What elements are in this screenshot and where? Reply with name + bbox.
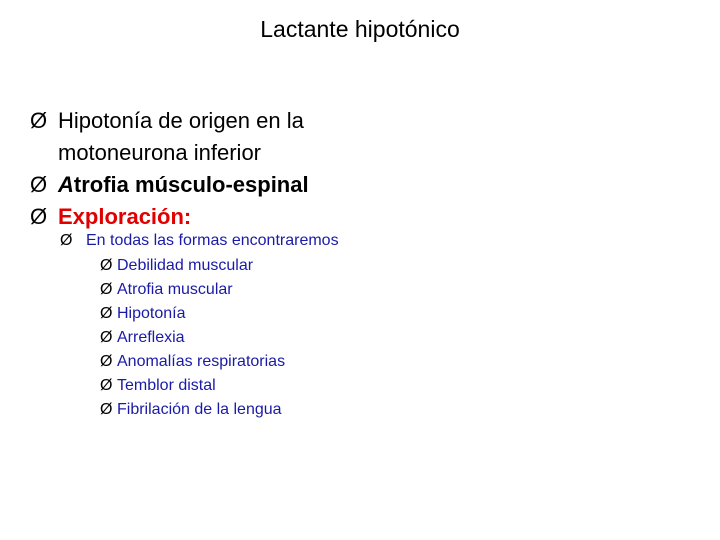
arrow-bullet-icon: Ø [60, 232, 73, 249]
arrow-bullet-icon: Ø [100, 401, 113, 418]
bullet-atrofia-first-letter: A [58, 172, 74, 197]
bullet-hipotonia [30, 105, 304, 169]
slide-title: Lactante hipotónico [260, 16, 460, 42]
bullet-hipotonia-line1: Hipotonía de origen en la [58, 108, 304, 133]
arrow-bullet-icon: Ø [30, 108, 48, 133]
bullet-atrofia [30, 169, 309, 201]
arrow-bullet-icon: Ø [100, 377, 113, 394]
arrow-bullet-icon: Ø [100, 305, 113, 322]
bullet-hipotonia-line2: motoneurona inferior [58, 140, 262, 165]
arrow-bullet-icon: Ø [100, 281, 113, 298]
arrow-bullet-icon: Ø [30, 172, 48, 197]
list-item: Ø Debilidad muscular [100, 254, 253, 278]
arrow-bullet-icon: Ø [100, 353, 113, 370]
list-item: Ø Arreflexia [100, 326, 185, 350]
bullet-exploracion-label: Exploración: [58, 204, 192, 229]
arrow-bullet-icon: Ø [100, 257, 113, 274]
list-item: Ø Fibrilación de la lengua [100, 398, 282, 422]
bullet-atrofia-rest: trofia músculo-espinal [73, 172, 309, 197]
sub-bullet-formas [60, 229, 339, 253]
arrow-bullet-icon: Ø [30, 204, 48, 229]
list-item: Ø Hipotonía [100, 302, 186, 326]
list-item: Ø Temblor distal [100, 374, 216, 398]
list-item: Ø Anomalías respiratorias [100, 350, 285, 374]
arrow-bullet-icon: Ø [100, 329, 113, 346]
sub-bullet-formas-label: En todas las formas encontraremos [86, 232, 339, 249]
list-item: Ø Atrofia muscular [100, 278, 233, 302]
